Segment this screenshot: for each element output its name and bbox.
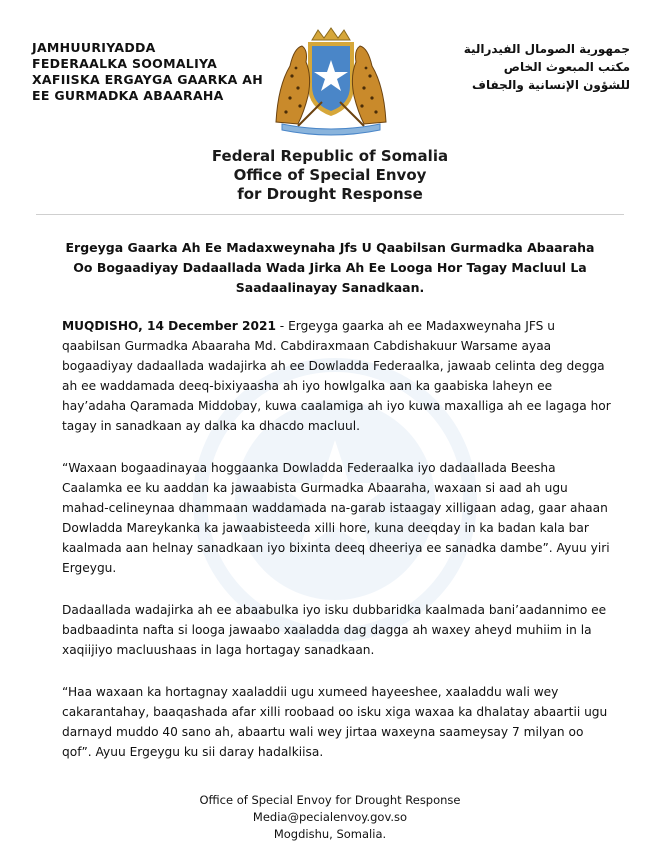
somalia-coat-of-arms-icon [268,26,394,138]
footer-address: Mogdishu, Somalia. [273,827,387,841]
header-left-line: FEDERAALKA SOOMALIYA [32,56,218,71]
office-title-line: for Drought Response [237,185,423,203]
header-left-line: XAFIISKA ERGAYGA GAARKA AH [32,72,263,87]
header-right-line: جمهورية الصومال الفيدرالية [463,42,630,56]
office-title-line: Federal Republic of Somalia [211,147,449,165]
footer-office: Office of Special Envoy for Drought Response [199,793,461,807]
press-release-body [62,316,614,784]
body-paragraph-3: Dadaallada wadajirka ah ee abaabulka iyo isku dubbaridka kaalmada bani’aadannimo ee badbaadinta nafta si looga jawaabo xaaladda dag dagga ah waxey aheyd muhiim in la xaqiijiyo macluushaas in laga hortagay sanadkaan. [62,603,607,657]
body-paragraph-2: “Waxaan bogaadinayaa hoggaanka Dowladda Federaalka iyo dadaallada Beesha Caalamka ee ku aaddan ka jawaabista Gurmadka Abaaraha, waxaan si aad ah ugu mahad-celineynaa dhammaan waddamada na-garab istaagay xilligaan adag, gaar ahaan Dowladda Mareykanka ka jawaabisteeda xilli hore, kuna deeqday in ka badan kala bar kaalmada aan helnay sanadkaan iyo bixinta deeq dheeriya ee sanadka dambe”. Ayuu yiri Ergeygu. [62,461,610,575]
header-right-line: مكتب المبعوث الخاص [503,60,630,74]
office-title [0,147,660,204]
dateline: MUQDISHO, 14 December 2021 [62,319,276,333]
headline-line: Saadaalinayay Sanadkaan. [235,280,425,295]
header-left-somali [32,40,272,104]
headline-line: Oo Bogaadiyay Dadaallada Wada Jirka Ah Ee Looga Hor Tagay Macluul La [73,260,587,275]
header-right-line: للشؤون الإنسانية والجفاف [472,78,630,92]
header-left-line: JAMHUURIYADDA [32,40,156,55]
header-divider [36,214,624,215]
header-right-arabic [430,40,630,94]
footer-email: Media@pecialenvoy.gov.so [252,810,408,824]
header-left-line: EE GURMADKA ABAARAHA [32,88,224,103]
office-title-line: Office of Special Envoy [233,166,427,184]
body-paragraph-4: “Haa waxaan ka hortagnay xaaladdii ugu xumeed hayeeshee, xaaladdu wali wey cakarantahay, baaqashada afar xilli roobaad oo isku xiga waxaa ka dhalatay abaartii ugu darnayd muddo 40 sano ah, abaartu wali wey jirtaa waxeyna saameysay 7 milyan oo qof”. Ayuu Ergeygu ku sii daray hadalkiisa. [62,685,608,759]
press-release-headline [40,238,620,298]
body-paragraph-1 [62,316,614,436]
footer-contact [0,792,660,843]
paragraph-1-text: - Ergeyga gaarka ah ee Madaxweynaha JFS u qaabilsan Gurmadka Abaaraha Md. Cabdiraxmaan Cabdishakuur Warsame ayaa bogaadiyay dadaallada wadajirka ah ee Dowladda Federaalka, jawaab celinta deg degga ah ee waddamada deeq-bixiyaasha ah iyo howlgalka aan ka gaabiska laheyn ee hay’adaha Qaramada Middobay, kuwa caalamiga ah iyo kuwa maxalliga ah ee lagaga hor tagay in sanadkaan ay dalka ka dhacdo macluul. [62,319,611,433]
headline-line: Ergeyga Gaarka Ah Ee Madaxweynaha Jfs U Qaabilsan Gurmadka Abaaraha [65,240,595,255]
